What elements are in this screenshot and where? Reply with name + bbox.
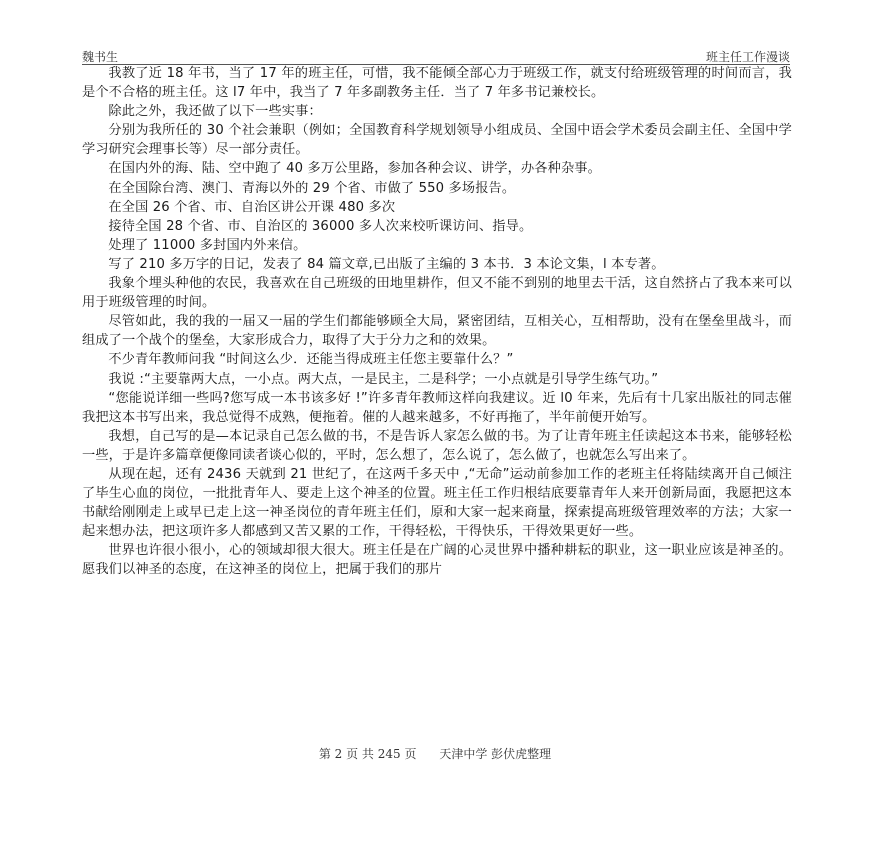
page-footer [0,745,870,762]
paragraph: 在全国 26 个省、市、自治区讲公开课 480 多次 [108,199,396,215]
paragraph: 我教了近 18 年书，当了 17 年的班主任，可惜，我不能倾全部心力于班级工作，就支付给班级管理的时间而言，我是个不合格的班主任。这 l7 年中，我当了 7 年多副教务主任．当了 7 年多书记兼校长。 [82,66,792,101]
paragraph: 世界也许很小很小，心的领域却很大很大。班主任是在广阔的心灵世界中播种耕耘的职业，这一职业应该是神圣的。愿我们以神圣的态度，在这神圣的岗位上，把属于我们的那片 [82,543,792,578]
header-author: 魏书生 [82,50,119,64]
paragraph: 分别为我所任的 30 个社会兼职（例如；全国教育科学规划领导小组成员、全国中语会学术委员会副主任、全国中学学习研究会理事长等）尽一部分责任。 [82,123,792,158]
paragraph: 处理了 11000 多封国内外来信。 [108,237,307,253]
paragraph: 我说 :“主要靠两大点，一小点。两大点，一是民主，二是科学；一小点就是引导学生练气功。” [108,371,659,387]
footer-organization: 天津中学 彭伏虎整理 [439,747,552,761]
paragraph: 我想，自己写的是—本记录自己怎么做的书，不是告诉人家怎么做的书。为了让青年班主任读起这本书来，能够轻松一些，于是许多篇章便像同读者谈心似的，平时，怎么想了，怎么说了，怎么做了，也就怎么写出来了。 [82,428,792,463]
paragraph: 在国内外的海、陆、空中跑了 40 多万公里路，参加各种会议、讲学，办各种杂事。 [108,161,601,177]
paragraph: 除此之外，我还做了以下一些实事： [108,104,322,120]
page-number: 第 2 页 共 245 页 [318,747,417,761]
paragraph: 接待全国 28 个省、巿、自治区的 36000 多人次来校听课访问、指导。 [108,218,533,234]
paragraph: 不少青年教师问我 “时间这么少．还能当得成班主任您主要靠什么？” [108,352,514,368]
paragraph: 从现在起，还有 2436 天就到 21 世纪了，在这两千多天中 ,“无命”运动前参加工作的老班主任将陆续离开自己倾注了毕生心血的岗位，一批批青年人、要走上这个神圣的位置。班主任工作归根结底要靠青年人来开创新局面，我愿把这本书献给刚刚走上或早已走上这一神圣岗位的青年班主任们，原和大家一起来商量，探索提高班级管理效率的方法；大家一起来想办法，把这项许多人都感到又苦又累的工作，干得轻松，干得快乐，干得效果更好一些。 [82,466,792,540]
paragraph: “您能说详细一些吗?您写成一本书该多好 !”许多青年教师这样向我建议。近 l0 年来，先后有十几家出版社的同志催我把这本书写出来，我总觉得不成熟，便拖着。催的人越来越多，不好再拖了，半年前便开始写。 [82,390,792,425]
header-book-title: 班主任工作漫谈 [705,50,790,64]
paragraph: 我象个埋头种他的农民，我喜欢在自己班级的田地里耕作，但又不能不到别的地里去干活，这自然挤占了我本来可以用于班级管理的时间。 [82,276,792,311]
paragraph: 尽管如此，我的我的一届又一届的学生们都能够顾全大局，紧密团结，互相关心，互相帮助，没有在堡垒里战斗，而组成了一个战个的堡垒，大家形成合力，取得了大于分力之和的效果。 [82,314,792,349]
document-body [82,64,792,580]
paragraph: 写了 210 多万字的日记，发表了 84 篇文章,已出版了主编的 3 本书．3 本论文集，l 本专著。 [108,256,665,272]
paragraph: 在全国除台湾、澳门、青海以外的 29 个省、市做了 550 多场报告。 [108,180,516,196]
page-header [82,48,790,65]
